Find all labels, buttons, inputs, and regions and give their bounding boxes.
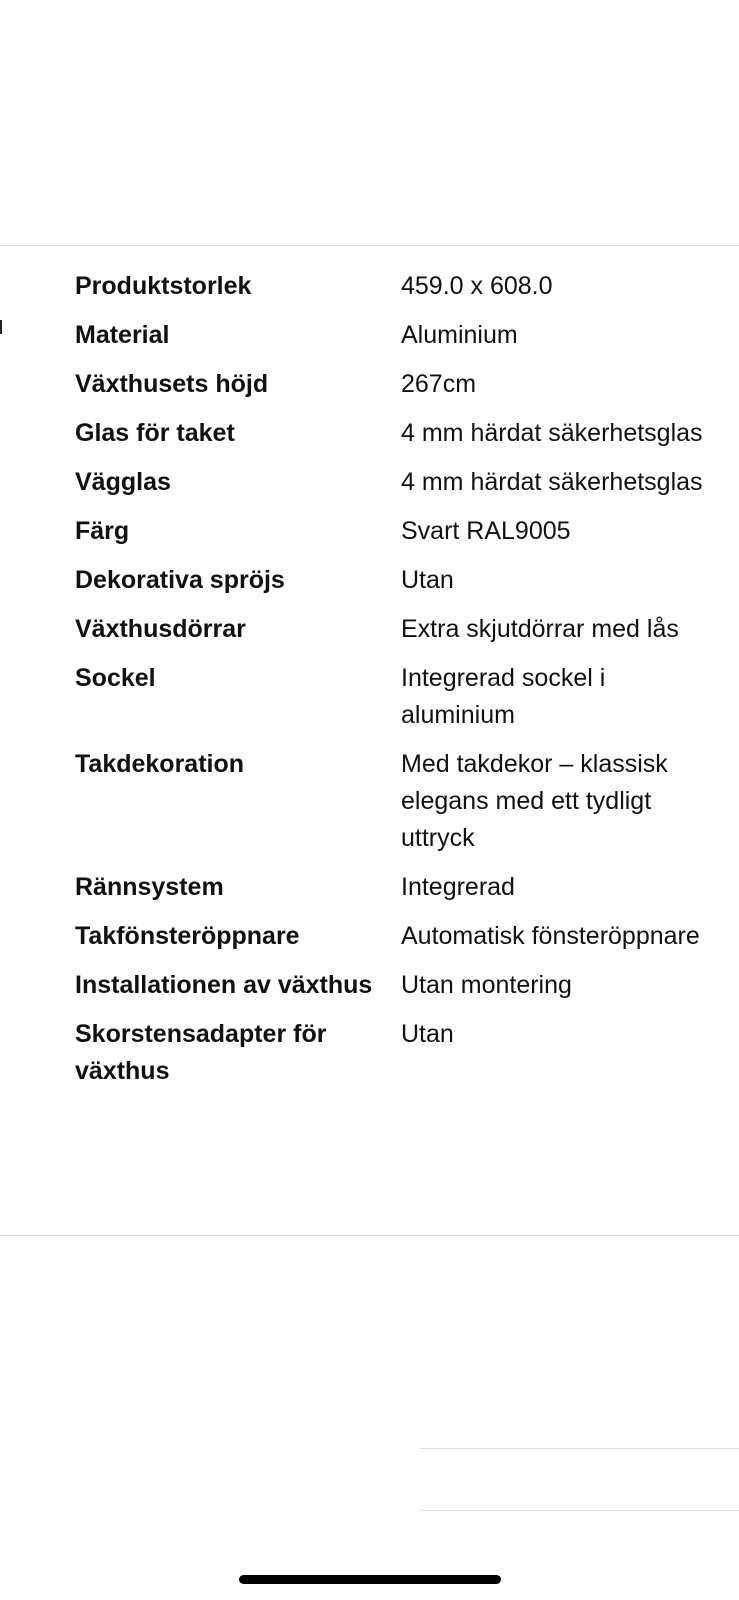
spec-label: Dekorativa spröjs <box>75 566 285 594</box>
spec-label: Vägglas <box>75 468 171 496</box>
spec-value: Integrerad sockel i aluminium <box>401 664 606 729</box>
spec-label: Material <box>75 321 170 349</box>
spec-label: Takdekoration <box>75 750 245 778</box>
spec-value: 267cm <box>401 370 477 398</box>
spec-row-installationen <box>75 967 725 1004</box>
spec-label: Sockel <box>75 664 156 692</box>
spec-label: Växthusdörrar <box>75 615 246 643</box>
spec-value: Med takdekor – klassisk elegans med ett tydligt uttryck <box>401 750 668 852</box>
spec-row-farg <box>75 513 725 550</box>
spec-row-material <box>75 317 725 354</box>
bottom-divider <box>0 1235 739 1236</box>
spec-row-sockel <box>75 660 725 734</box>
spec-value: Svart RAL9005 <box>401 517 571 545</box>
spec-row-produktstorlek <box>75 268 725 305</box>
spec-label: Färg <box>75 517 130 545</box>
left-edge-marker <box>0 320 2 334</box>
spec-value: Utan <box>401 1020 454 1048</box>
spec-value: Automatisk fönsteröppnare <box>401 922 700 950</box>
spec-value: Integrerad <box>401 873 515 901</box>
spec-row-takfonsteroppnare <box>75 918 725 955</box>
product-spec-table <box>75 268 725 1102</box>
spec-row-takdekoration <box>75 746 725 857</box>
spec-row-vaxthusdorrar <box>75 611 725 648</box>
spec-row-glas-for-taket <box>75 415 725 452</box>
spec-value: 4 mm härdat säkerhetsglas <box>401 419 703 447</box>
spec-value: Utan <box>401 566 454 594</box>
spec-row-vaxthusets-hojd <box>75 366 725 403</box>
spec-label: Rännsystem <box>75 873 224 901</box>
top-divider <box>0 245 739 246</box>
spec-label: Glas för taket <box>75 419 235 447</box>
spec-value: Extra skjutdörrar med lås <box>401 615 679 643</box>
spec-label: Takfönsteröppnare <box>75 922 300 950</box>
spec-label: Skorstensadapter för växthus <box>75 1020 327 1085</box>
spec-label: Produktstorlek <box>75 272 252 300</box>
spec-row-rannsystem <box>75 869 725 906</box>
spec-value: Aluminium <box>401 321 518 349</box>
spec-value: 459.0 x 608.0 <box>401 272 553 300</box>
spec-label: Växthusets höjd <box>75 370 269 398</box>
spec-row-dekorativa-sprojs <box>75 562 725 599</box>
spec-value: Utan montering <box>401 971 572 999</box>
spec-value: 4 mm härdat säkerhetsglas <box>401 468 703 496</box>
spec-row-vagglas <box>75 464 725 501</box>
partial-divider <box>420 1448 739 1449</box>
home-indicator[interactable] <box>239 1575 501 1584</box>
partial-divider <box>420 1510 739 1511</box>
spec-row-skorstensadapter <box>75 1016 725 1090</box>
spec-label: Installationen av växthus <box>75 971 373 999</box>
